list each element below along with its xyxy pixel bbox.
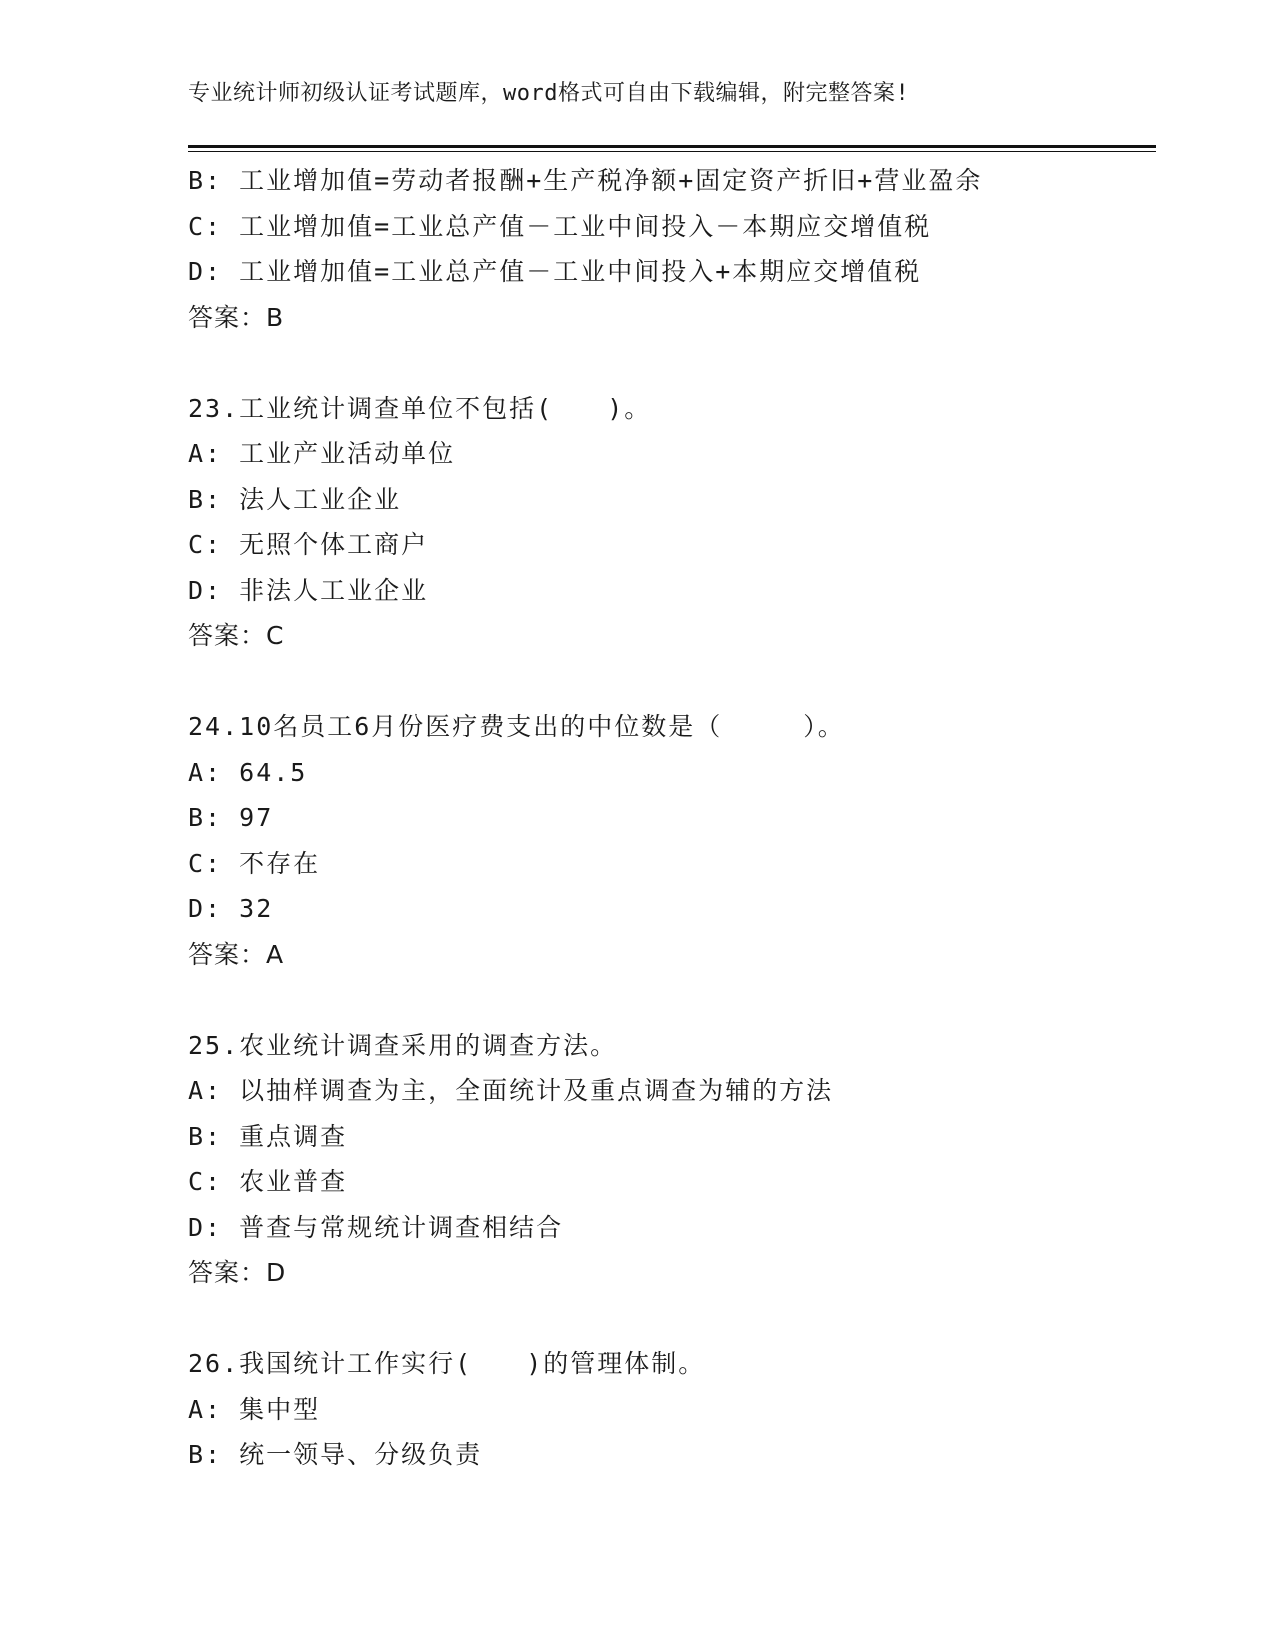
header-rule-thin: [188, 151, 1156, 152]
option-a: A: 以抽样调查为主，全面统计及重点调查为辅的方法: [188, 1076, 834, 1105]
option-d: D: 普查与常规统计调查相结合: [188, 1212, 564, 1242]
page-header: 专业统计师初级认证考试题库，word格式可自由下载编辑，附完整答案!: [188, 81, 910, 106]
option-c: C: 农业普查: [188, 1167, 348, 1196]
option-a: A: 工业产业活动单位: [188, 439, 456, 468]
header-rule-thick: [188, 145, 1156, 148]
answer-line: 答案：C: [188, 621, 285, 650]
question-24: 24.10名员工6月份医疗费支出的中位数是（ ）。: [188, 712, 845, 741]
question-list: [188, 158, 1156, 1478]
option-d: D: 非法人工业企业: [188, 575, 429, 605]
answer-line: 答案：D: [188, 1258, 287, 1287]
option-d: D: 工业增加值=工业总产值－工业中间投入+本期应交增值税: [188, 257, 922, 286]
question-26: 26.我国统计工作实行( )的管理体制。: [188, 1349, 706, 1378]
option-c: C: 工业增加值=工业总产值－工业中间投入－本期应交增值税: [188, 211, 932, 241]
question-25: 25.农业统计调查采用的调查方法。: [188, 1030, 618, 1060]
option-b: B: 工业增加值=劳动者报酬+生产税净额+固定资产折旧+营业盈余: [188, 166, 983, 195]
option-b: B: 重点调查: [188, 1121, 348, 1151]
option-b: B: 法人工业企业: [188, 484, 402, 514]
answer-line: 答案：A: [188, 939, 285, 969]
answer-line: 答案：B: [188, 302, 285, 332]
option-a: A: 64.5: [188, 757, 308, 787]
question-23: 23.工业统计调查单位不包括( )。: [188, 393, 652, 423]
option-c: C: 不存在: [188, 848, 321, 878]
block-spacer: [188, 1296, 1156, 1342]
block-spacer: [188, 340, 1156, 386]
option-b: B: 97: [188, 803, 274, 832]
block-spacer: [188, 977, 1156, 1023]
option-d: D: 32: [188, 894, 274, 923]
option-b: B: 统一领导、分级负责: [188, 1440, 483, 1469]
block-spacer: [188, 659, 1156, 705]
option-c: C: 无照个体工商户: [188, 530, 429, 559]
option-a: A: 集中型: [188, 1394, 321, 1424]
